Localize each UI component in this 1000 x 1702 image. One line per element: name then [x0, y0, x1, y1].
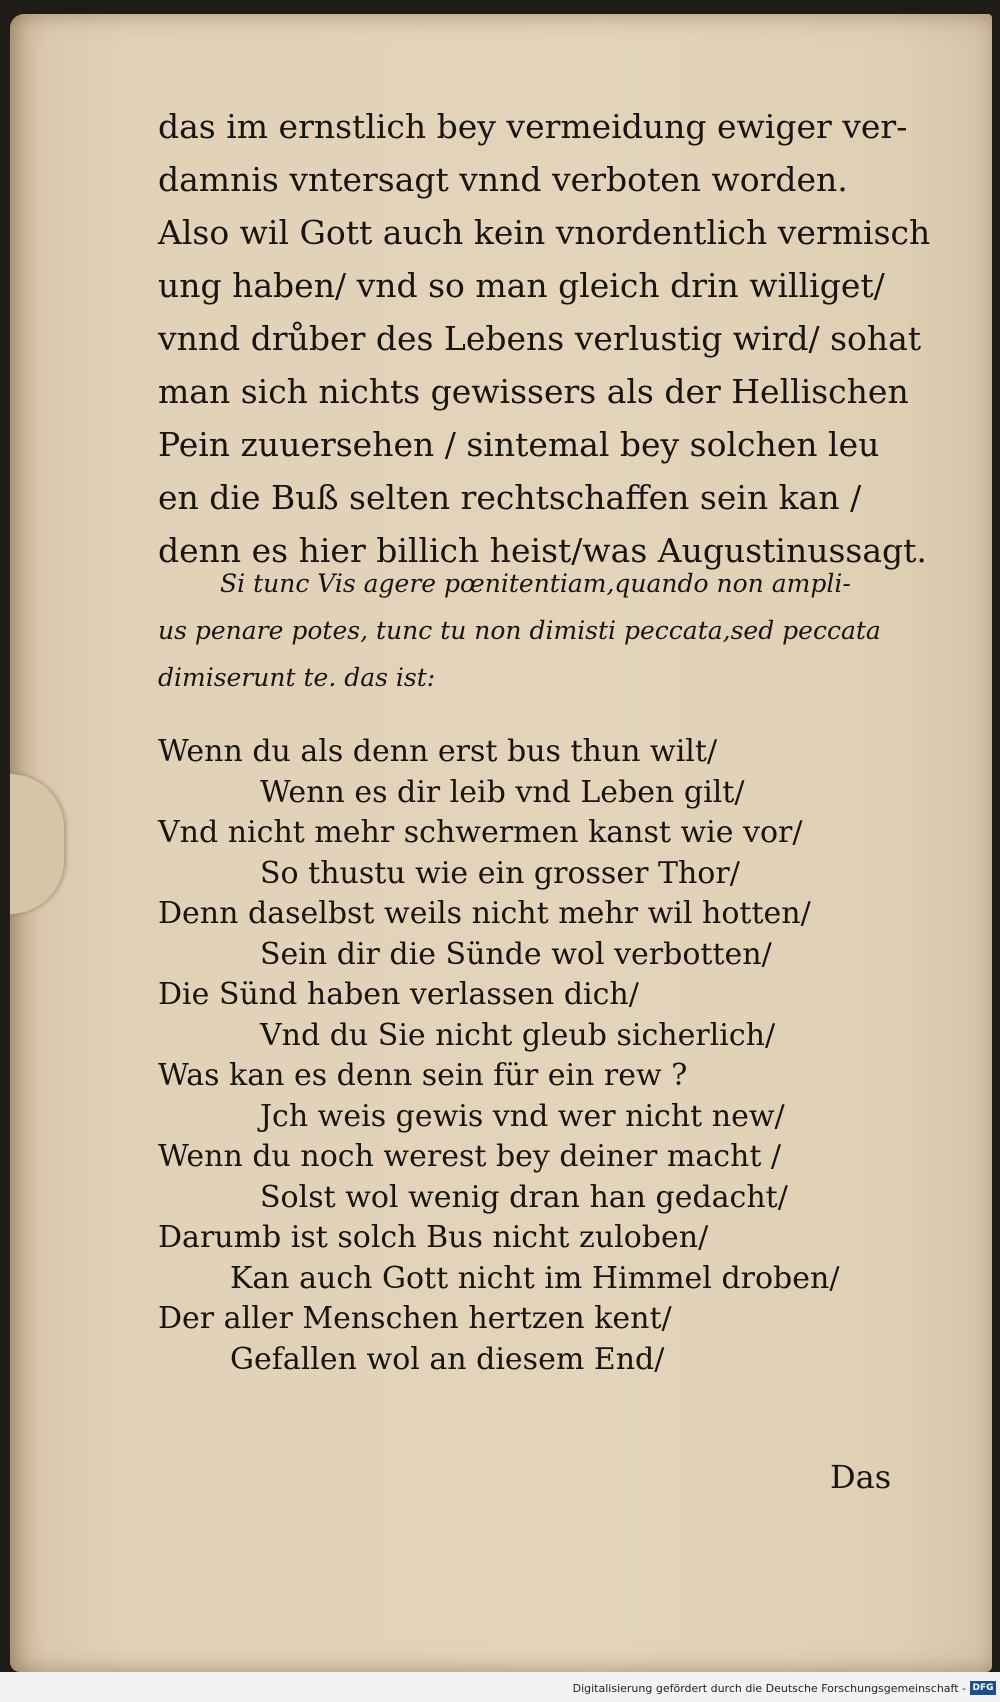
- latin-line: dimiserunt te. das ist:: [158, 663, 436, 692]
- prose-line: en die Buß selten rechtschaffen sein kan /: [158, 478, 862, 517]
- prose-line: Also wil Gott auch kein vnordentlich vermisch: [158, 213, 931, 252]
- verse-line: Gefallen wol an diesem End/: [230, 1341, 665, 1377]
- prose-block: [158, 100, 931, 577]
- verse-line: Vnd du Sie nicht gleub sicherlich/: [260, 1017, 776, 1053]
- verse-line: Die Sünd haben verlassen dich/: [158, 977, 639, 1012]
- prose-line: vnnd drůber des Lebens verlustig wird/ sohat: [158, 319, 922, 358]
- latin-line: Si tunc Vis agere pœnitentiam,quando non ampli-: [220, 569, 851, 598]
- verse-line: Darumb ist solch Bus nicht zuloben/: [158, 1220, 709, 1255]
- verse-line: So thustu wie ein grosser Thor/: [260, 855, 740, 891]
- verse-line: Vnd nicht mehr schwermen kanst wie vor/: [158, 815, 803, 850]
- verse-line: Sein dir die Sünde wol verbotten/: [260, 936, 772, 972]
- prose-line: das im ernstlich bey vermeidung ewiger ver-: [158, 107, 908, 146]
- prose-line: man sich nichts gewissers als der Hellischen: [158, 372, 909, 411]
- page-edge-tab: [10, 774, 64, 914]
- prose-line: denn es hier billich heist/was Augustinussagt.: [158, 531, 927, 570]
- dfg-logo-icon: DFG: [970, 1681, 996, 1695]
- latin-quotation: [158, 560, 920, 701]
- prose-line: ung haben/ vnd so man gleich drin williget/: [158, 266, 885, 305]
- catchword: Das: [830, 1458, 892, 1496]
- prose-line: Pein zuuersehen / sintemal bey solchen leu: [158, 425, 880, 464]
- verse-line: Der aller Menschen hertzen kent/: [158, 1301, 672, 1336]
- verse-line: Was kan es denn sein für ein rew ?: [158, 1058, 688, 1093]
- verse-line: Wenn du als denn erst bus thun wilt/: [158, 734, 718, 769]
- verse-block: [158, 732, 918, 1380]
- verse-line: Denn daselbst weils nicht mehr wil hotten/: [158, 896, 811, 931]
- funding-note: Digitalisierung gefördert durch die Deutsche Forschungsgemeinschaft -: [572, 1682, 966, 1695]
- verse-line: Kan auch Gott nicht im Himmel droben/: [230, 1260, 840, 1296]
- verse-line: Solst wol wenig dran han gedacht/: [260, 1179, 788, 1215]
- verse-line: Jch weis gewis vnd wer nicht new/: [260, 1098, 785, 1134]
- prose-line: damnis vntersagt vnnd verboten worden.: [158, 160, 848, 199]
- latin-line: us penare potes, tunc tu non dimisti peccata,sed peccata: [158, 616, 881, 645]
- prose-paragraph: [158, 100, 931, 577]
- verse-line: Wenn du noch werest bey deiner macht /: [158, 1139, 782, 1174]
- verse-line: Wenn es dir leib vnd Leben gilt/: [260, 774, 745, 810]
